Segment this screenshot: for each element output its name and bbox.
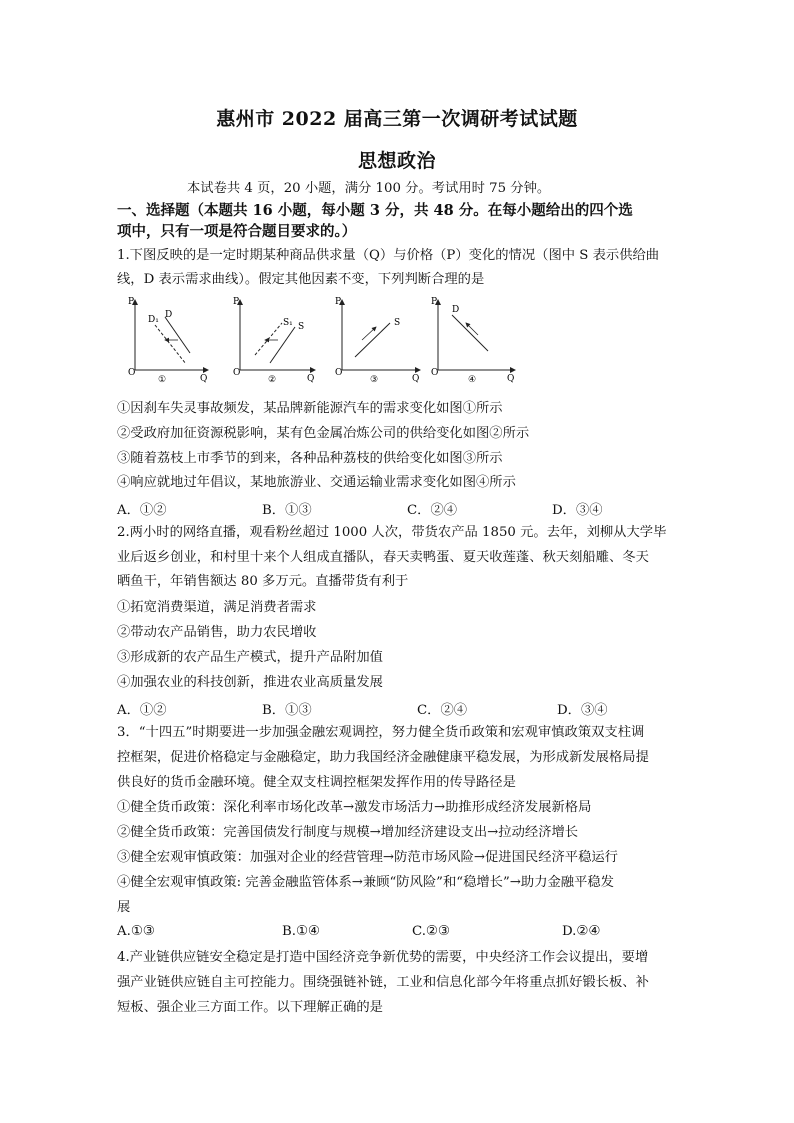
q4-stem-line2: 强产业链供应链自主可控能力。围绕强链补链，工业和信息化部今年将重点抓好锻长板、补 [117,975,649,990]
graph-3-origin-label: O [335,368,343,378]
q3-stem-line2: 控框架，促进价格稳定与金融稳定，助力我国经济金融健康平稳发展，为形成新发展格局提 [117,750,649,765]
graph-1-p-label: P [128,297,135,307]
exam-title: 惠州市 2022 届高三第一次调研考试试题 [216,108,578,130]
q3-option-b[interactable]: B.①④ [282,924,320,939]
graph-2-q-label: Q [307,374,315,384]
q3-option-d[interactable]: D.②④ [562,924,601,939]
q1-item-3: ③随着荔枝上市季节的到来，各种品种荔枝的供给变化如图③所示 [117,451,503,466]
q1-options [117,499,717,517]
q2-option-c[interactable]: C．②④ [417,703,468,718]
q3-item-4-line1: ④健全宏观审慎政策: 完善金融监管体系→兼顾“防风险”和“稳增长”→助力金融平稳发 [117,875,614,890]
section-heading-line1: 一、选择题（本题共 16 小题，每小题 3 分，共 48 分。在每小题给出的四个选 [117,202,633,219]
graph-1 [128,297,208,385]
graph-1-number: ① [158,375,167,385]
q2-stem-line1: 2.两小时的网络直播，观看粉丝超过 1000 人次，带货农产品 1850 元。去年，刘柳从大学毕 [117,525,667,540]
graph-3-number: ③ [370,375,379,385]
section-heading-line2: 项中，只有一项是符合题目要求的。） [117,223,357,240]
graph-1-origin-label: O [128,368,136,378]
q3-option-c[interactable]: C.②③ [412,924,450,939]
q1-supply-demand-graphs [120,295,530,395]
graph-1-d1-label: D₁ [148,315,159,325]
graph-4 [431,297,515,385]
q1-item-1: ①因刹车失灵事故频发，某品牌新能源汽车的需求变化如图①所示 [117,401,503,416]
graph-3-q-label: Q [412,374,420,384]
q1-stem-line1: 1.下图反映的是一定时期某种商品供求量（Q）与价格（P）变化的情况（图中 S 表示供给曲 [117,248,660,263]
q1-stem-line2: 线，D 表示需求曲线）。假定其他因素不变，下列判断合理的是 [117,272,485,287]
q4-stem-line1: 4.产业链供应链安全稳定是打造中国经济竞争新优势的需要，中央经济工作会议提出，要增 [117,950,649,965]
graph-1-q-label: Q [200,374,208,384]
graph-2-s1-label: S₁ [283,318,293,328]
q2-item-4: ④加强农业的科技创新，推进农业高质量发展 [117,675,383,690]
q3-item-2: ②健全货币政策：完善国债发行制度与规模→增加经济建设支出→拉动经济增长 [117,825,579,840]
graph-4-d-label: D [452,305,460,315]
q3-item-4-line2: 展 [117,900,131,915]
graph-4-number: ④ [468,375,477,385]
graph-4-p-label: P [431,297,438,307]
q3-stem-line1: 3．“十四五”时期要进一步加强金融宏观调控，努力健全货币政策和宏观审慎政策双支柱调 [117,725,645,740]
exam-subject: 思想政治 [357,150,436,172]
q3-item-3: ③健全宏观审慎政策：加强对企业的经营管理→防范市场风险→促进国民经济平稳运行 [117,850,618,865]
q2-stem-line3: 晒鱼干，年销售额达 80 多万元。直播带货有利于 [117,574,409,589]
q2-option-a[interactable]: A．①② [117,703,167,718]
graph-2-s-label: S [298,322,305,332]
graph-4-origin-label: O [431,368,439,378]
graph-3-p-label: P [335,297,342,307]
graph-2 [233,297,315,385]
q1-option-b[interactable]: B．①③ [262,503,312,518]
q2-item-3: ③形成新的农产品生产模式，提升产品附加值 [117,650,383,665]
q3-item-1: ①健全货币政策：深化利率市场化改革→激发市场活力→助推形成经济发展新格局 [117,800,592,815]
exam-info: 本试卷共 4 页，20 小题，满分 100 分。考试用时 75 分钟。 [187,181,551,196]
q1-option-c[interactable]: C．②④ [407,503,458,518]
q1-option-a[interactable]: A．①② [117,503,167,518]
graph-4-q-label: Q [507,374,515,384]
q1-item-4: ④响应就地过年倡议，某地旅游业、交通运输业需求变化如图④所示 [117,475,516,490]
graph-2-origin-label: O [233,368,241,378]
q2-item-1: ①拓宽消费渠道，满足消费者需求 [117,600,317,615]
q1-item-2: ②受政府加征资源税影响，某有色金属冶炼公司的供给变化如图②所示 [117,426,530,441]
q2-item-2: ②带动农产品销售，助力农民增收 [117,625,317,640]
q2-option-d[interactable]: D．③④ [557,703,608,718]
graph-2-p-label: P [233,297,240,307]
q2-options [117,699,717,717]
q2-option-b[interactable]: B．①③ [262,703,312,718]
q3-stem-line3: 供良好的货币金融环境。健全双支柱调控框架发挥作用的传导路径是 [117,775,516,790]
q1-option-d[interactable]: D．③④ [552,503,603,518]
q4-stem-line3: 短板、强企业三方面工作。以下理解正确的是 [117,1000,383,1015]
q2-stem-line2: 业后返乡创业，和村里十来个人组成直播队，春天卖鸭蛋、夏天收莲蓬、秋天刻船雕、冬天 [117,550,649,565]
q3-option-a[interactable]: A.①③ [117,924,155,939]
graph-3 [335,297,420,385]
graph-3-s-label: S [394,318,401,328]
graph-2-number: ② [268,375,277,385]
q3-options [117,924,717,942]
graph-1-d-label: D [165,310,173,320]
